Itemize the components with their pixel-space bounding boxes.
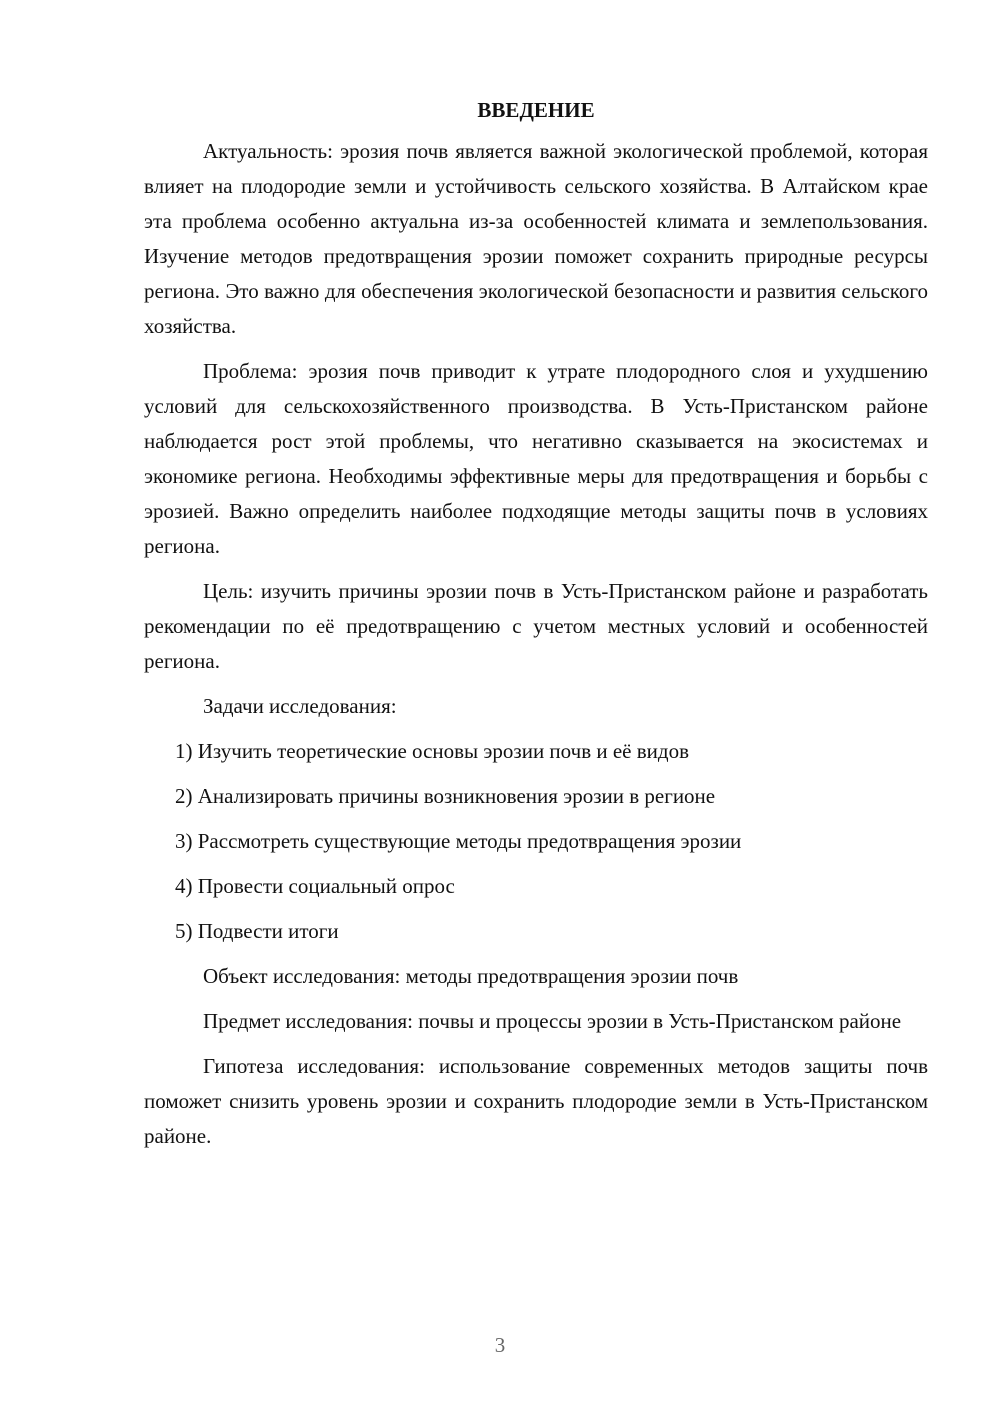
list-item: 5) Подвести итоги (175, 919, 339, 943)
page-number: 3 (494, 1333, 506, 1357)
section-title: ВВЕДЕНИЕ (477, 98, 595, 122)
relevance-paragraph: Актуальность: эрозия почв является важной экологической проблемой, которая влияет на плодородие земли и устойчивость сельского хозяйства. В Алтайском крае эта проблема особенно актуальна из-за особенностей климата и землепользования. Изучение методов предотвращения эрозии поможет сохранить природные ресурсы региона. Это важно для обеспечения экологической безопасности и развития сельского хозяйства. (144, 139, 928, 338)
goal-paragraph: Цель: изучить причины эрозии почв в Усть-Пристанском районе и разработать рекомендации по её предотвращению с учетом местных условий и особенностей региона. (144, 579, 928, 673)
list-item: 3) Рассмотреть существующие методы предотвращения эрозии (175, 829, 742, 853)
object-paragraph: Объект исследования: методы предотвращения эрозии почв (203, 964, 739, 988)
list-item: 1) Изучить теоретические основы эрозии почв и её видов (175, 739, 689, 763)
hypothesis-paragraph: Гипотеза исследования: использование современных методов защиты почв поможет снизить уровень эрозии и сохранить плодородие земли в Усть-Пристанском районе. (144, 1054, 928, 1148)
subject-paragraph: Предмет исследования: почвы и процессы эрозии в Усть-Пристанском районе (203, 1009, 902, 1033)
problem-paragraph: Проблема: эрозия почв приводит к утрате плодородного слоя и ухудшению условий для сельскохозяйственного производства. В Усть-Пристанском районе наблюдается рост этой проблемы, что негативно сказывается на экосистемах и экономике региона. Необходимы эффективные меры для предотвращения и борьбы с эрозией. Важно определить наиболее подходящие методы защиты почв в условиях региона. (144, 359, 928, 558)
list-item: 4) Провести социальный опрос (175, 874, 455, 898)
document-page (144, 92, 928, 1164)
tasks-heading: Задачи исследования: (203, 694, 397, 718)
tasks-list (144, 734, 928, 949)
list-item: 2) Анализировать причины возникновения эрозии в регионе (175, 784, 716, 808)
